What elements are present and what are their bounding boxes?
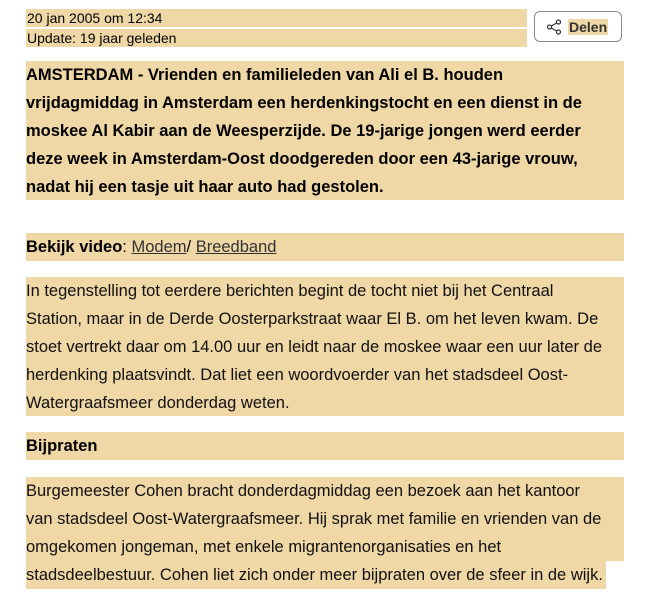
article-paragraph-1 bbox=[26, 277, 624, 416]
paragraph-line: Station, maar in de Derde Oosterparkstraat waar El B. om het leven kwam. De bbox=[26, 310, 599, 328]
paragraph-line: stadsdeelbestuur. Cohen liet zich onder meer bijpraten over de sfeer in de wijk. bbox=[26, 561, 606, 589]
video-label: Bekijk video bbox=[26, 238, 123, 256]
article-paragraph-2 bbox=[26, 477, 624, 589]
paragraph-line: omgekomen jongeman, met enkele migrantenorganisaties en het bbox=[26, 533, 624, 561]
share-button[interactable] bbox=[534, 11, 622, 42]
update-time: Update: 19 jaar geleden bbox=[26, 29, 527, 47]
lead-line: moskee Al Kabir aan de Weesperzijde. De 19-jarige jongen werd eerder bbox=[26, 122, 581, 140]
paragraph-line: herdenking plaatsvindt. Dat liet een woordvoerder van het stadsdeel Oost- bbox=[26, 366, 569, 384]
video-link-modem[interactable]: Modem bbox=[131, 238, 187, 256]
article-lead bbox=[26, 61, 624, 200]
publish-date: 20 jan 2005 om 12:34 bbox=[26, 9, 527, 27]
paragraph-line: van stadsdeel Oost-Watergraafsmeer. Hij sprak met familie en vrienden van de bbox=[26, 505, 624, 533]
video-separator: : bbox=[122, 238, 127, 256]
video-slash: / bbox=[186, 238, 192, 256]
paragraph-line: In tegenstelling tot eerdere berichten begint de tocht niet bij het Centraal bbox=[26, 282, 554, 300]
video-link-breedband[interactable]: Breedband bbox=[195, 238, 277, 256]
video-links bbox=[26, 233, 624, 261]
subheading: Bijpraten bbox=[26, 432, 624, 460]
share-icon bbox=[546, 19, 562, 35]
paragraph-line: Burgemeester Cohen bracht donderdagmiddag een bezoek aan het kantoor bbox=[26, 477, 624, 505]
share-label: Delen bbox=[569, 18, 608, 35]
paragraph-line: Watergraafsmeer donderdag weten. bbox=[26, 394, 290, 412]
lead-line: deze week in Amsterdam-Oost doodgereden door een 43-jarige vrouw, bbox=[26, 150, 578, 168]
lead-line: nadat hij een tasje uit haar auto had gestolen. bbox=[26, 178, 384, 196]
lead-line: vrijdagmiddag in Amsterdam een herdenkingstocht en een dienst in de bbox=[26, 94, 582, 112]
lead-line: AMSTERDAM - Vrienden en familieleden van Ali el B. houden bbox=[26, 66, 504, 84]
paragraph-line: stoet vertrekt daar om 14.00 uur en leidt naar de moskee waar een uur later de bbox=[26, 338, 602, 356]
